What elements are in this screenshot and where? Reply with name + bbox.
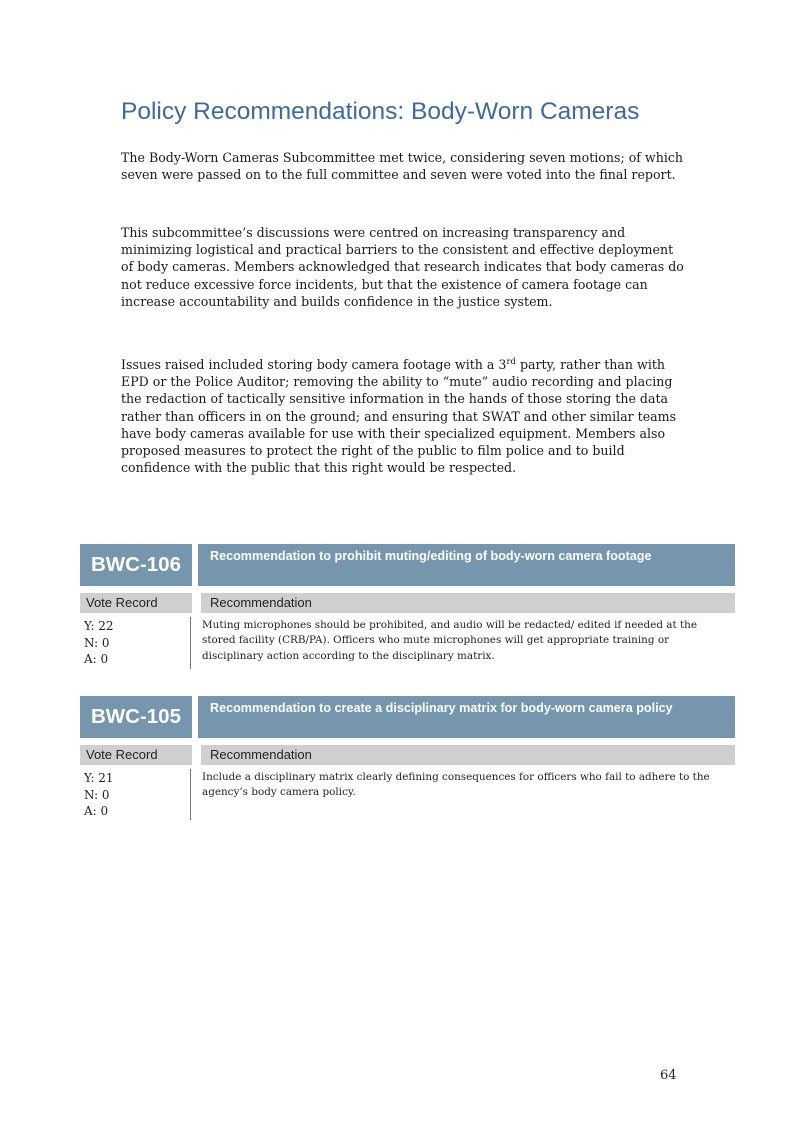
recommendation-header: Recommendation: [201, 745, 735, 765]
vote-no: N: 0: [84, 635, 110, 650]
vote-record: [84, 770, 114, 820]
vote-no: N: 0: [84, 787, 110, 802]
issues-paragraph: [121, 356, 686, 476]
intro-paragraph: The Body-Worn Cameras Subcommittee met twice, considering seven motions; of which seven were passed on to the full committee and seven were voted into the final report.: [121, 150, 684, 183]
column-divider: [190, 617, 191, 669]
recommendation-header: Recommendation: [201, 593, 735, 613]
vote-record: [84, 618, 114, 668]
recommendation-id: BWC-106: [80, 544, 192, 586]
recommendation-title: Recommendation to create a disciplinary matrix for body-worn camera policy: [198, 696, 735, 738]
recommendation-text: Include a disciplinary matrix clearly defining consequences for officers who fail to adhere to the agency’s body camera policy.: [202, 771, 710, 799]
vote-yes: Y: 22: [84, 619, 114, 633]
vote-abstain: A: 0: [84, 804, 109, 818]
vote-abstain: A: 0: [84, 652, 109, 666]
column-divider: [190, 769, 191, 820]
page-title: Policy Recommendations: Body-Worn Cameras: [121, 98, 640, 125]
ordinal-superscript: rd: [506, 357, 516, 367]
page-number: 64: [660, 1068, 677, 1083]
issues-text-end: party, rather than with EPD or the Police Auditor; removing the ability to “mute” audio recording and placing the redaction of tactically sensitive information in the hands of those storing the data rather than officers in on the ground; and ensuring that SWAT and other similar teams have body cameras available for use with their specialized equipment. Members also proposed measures to protect the right of the public to film police and to build confidence with the public that this right would be respected.: [121, 357, 677, 476]
recommendation-title: Recommendation to prohibit muting/editing of body-worn camera footage: [198, 544, 735, 586]
recommendation-id: BWC-105: [80, 696, 192, 738]
vote-record-header: Vote Record: [80, 745, 192, 765]
discussion-paragraph: This subcommittee’s discussions were centred on increasing transparency and minimizing logistical and practical barriers to the consistent and effective deployment of body cameras. Members acknowledged that research indicates that body cameras do not reduce excessive force incidents, but that the existence of camera footage can increase accountability and builds confidence in the justice system.: [121, 225, 684, 309]
recommendation-text: Muting microphones should be prohibited, and audio will be redacted/ edited if needed at the stored facility (CRB/PA). Officers who mute microphones will get appropriate training or disciplinary action according to the disciplinary matrix.: [202, 619, 697, 662]
vote-yes: Y: 21: [84, 771, 114, 785]
vote-record-header: Vote Record: [80, 593, 192, 613]
issues-text-start: Issues raised included storing body camera footage with a 3: [121, 357, 507, 372]
